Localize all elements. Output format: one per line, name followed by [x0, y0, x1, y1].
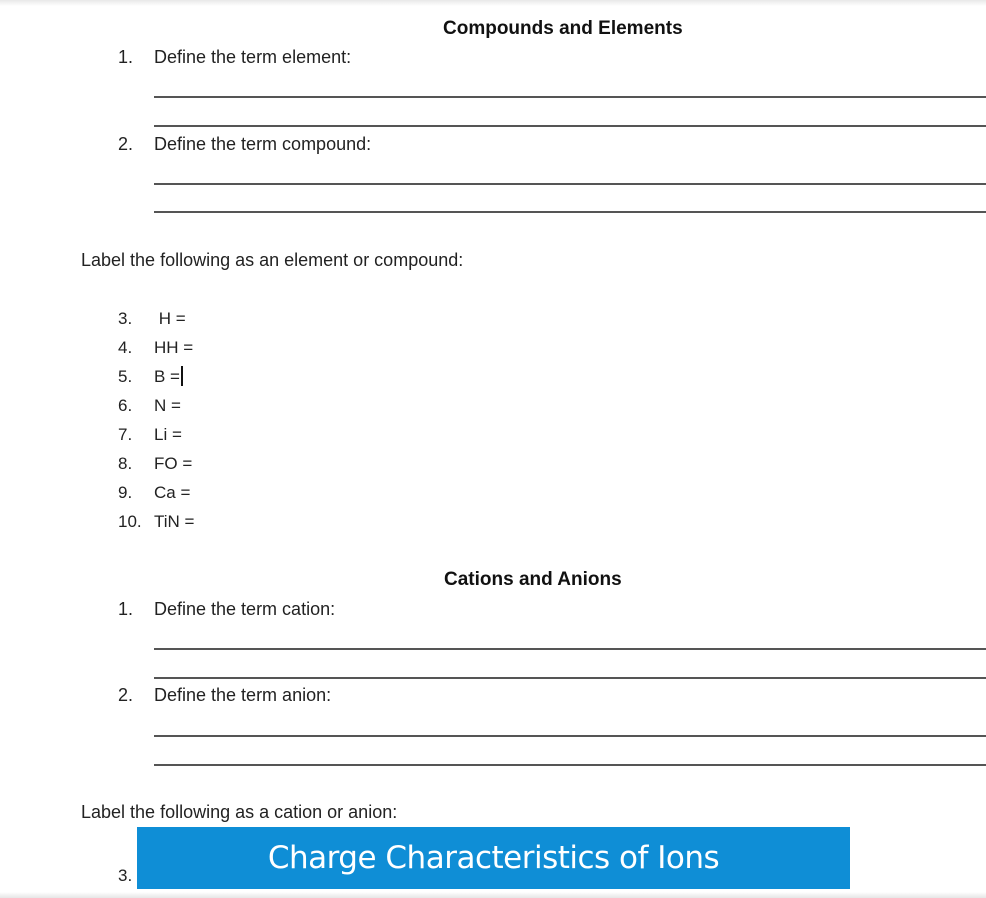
question-define-cation	[118, 599, 335, 620]
partial-list-item-number: 3.	[118, 866, 133, 885]
question-text: Define the term element:	[154, 47, 352, 67]
answer-line[interactable]	[154, 764, 986, 766]
question-number: 1.	[118, 599, 134, 619]
answer-line[interactable]	[154, 677, 986, 679]
question-text: Define the term compound:	[154, 134, 372, 154]
item-number: 10.	[118, 512, 142, 531]
caption-banner-text: Charge Characteristics of Ions	[267, 840, 720, 876]
item-number: 5.	[118, 367, 133, 386]
question-text: Define the term anion:	[154, 685, 332, 705]
instruction-element-or-compound: Label the following as an element or compound:	[81, 250, 464, 270]
instruction-cation-or-anion: Label the following as a cation or anion:	[81, 802, 398, 822]
item-text: B =	[154, 367, 180, 386]
question-text: Define the term cation:	[154, 599, 336, 619]
question-define-element	[118, 47, 351, 68]
item-number: 3.	[118, 309, 133, 328]
item-number: 6.	[118, 396, 133, 415]
caption-banner[interactable]	[137, 827, 850, 889]
list-item[interactable]	[118, 395, 194, 424]
item-text: H =	[154, 309, 186, 328]
label-items-list	[118, 308, 194, 540]
question-number: 2.	[118, 685, 134, 705]
item-text: TiN =	[154, 512, 195, 531]
question-define-compound	[118, 134, 371, 155]
list-item[interactable]	[118, 453, 194, 482]
item-text: HH =	[154, 338, 194, 357]
list-item[interactable]	[118, 337, 194, 366]
item-text: Li =	[154, 425, 182, 444]
answer-line[interactable]	[154, 183, 986, 185]
item-text: FO =	[154, 454, 193, 473]
list-item[interactable]	[118, 308, 194, 337]
bottom-edge-shadow	[0, 892, 986, 898]
item-text: Ca =	[154, 483, 191, 502]
list-item[interactable]	[118, 511, 194, 540]
question-number: 2.	[118, 134, 134, 154]
item-number: 8.	[118, 454, 133, 473]
answer-line[interactable]	[154, 125, 986, 127]
item-number: 9.	[118, 483, 133, 502]
question-define-anion	[118, 685, 331, 706]
item-text: N =	[154, 396, 181, 415]
text-cursor	[181, 366, 183, 386]
list-item[interactable]	[118, 424, 194, 453]
item-number: 7.	[118, 425, 133, 444]
answer-line[interactable]	[154, 735, 986, 737]
answer-line[interactable]	[154, 211, 986, 213]
answer-line[interactable]	[154, 96, 986, 98]
section-title-compounds-elements: Compounds and Elements	[443, 18, 683, 39]
list-item[interactable]	[118, 366, 194, 395]
top-edge-shadow	[0, 0, 986, 6]
list-item[interactable]	[118, 482, 194, 511]
question-number: 1.	[118, 47, 134, 67]
section-title-cations-anions: Cations and Anions	[444, 569, 622, 590]
answer-line[interactable]	[154, 648, 986, 650]
item-number: 4.	[118, 338, 133, 357]
